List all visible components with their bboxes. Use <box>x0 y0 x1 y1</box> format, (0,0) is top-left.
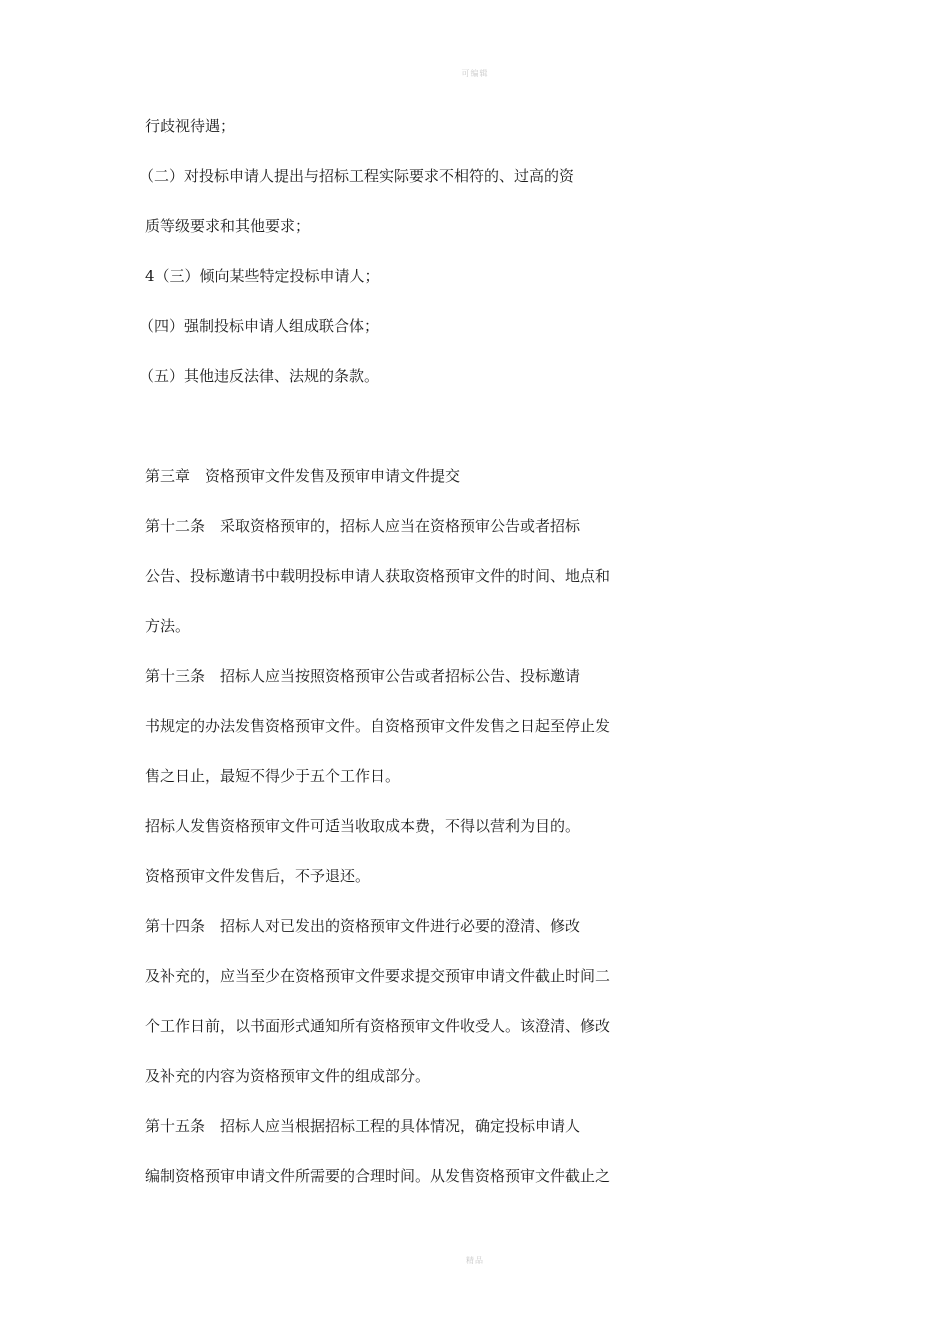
text-line: 4（三）倾向某些特定投标申请人； <box>145 267 380 285</box>
document-body <box>139 113 685 1213</box>
blank-line <box>145 413 685 463</box>
article-line: 第十四条 招标人对已发出的资格预审文件进行必要的澄清、修改 <box>145 917 581 935</box>
watermark-top: 可编辑 <box>461 69 489 78</box>
chapter-heading: 第三章 资格预审文件发售及预审申请文件提交 <box>145 467 461 485</box>
article-line: 第十五条 招标人应当根据招标工程的具体情况，确定投标申请人 <box>145 1117 581 1135</box>
text-line: 个工作日前，以书面形式通知所有资格预审文件收受人。该澄清、修改 <box>145 1017 611 1035</box>
text-line: 质等级要求和其他要求； <box>145 217 311 235</box>
text-line: （五）其他违反法律、法规的条款。 <box>139 367 380 385</box>
text-line: 资格预审文件发售后，不予退还。 <box>145 867 371 885</box>
text-line: 公告、投标邀请书中载明投标申请人获取资格预审文件的时间、地点和 <box>145 567 611 585</box>
text-line: 招标人发售资格预审文件可适当收取成本费，不得以营利为目的。 <box>145 817 581 835</box>
article-line: 第十二条 采取资格预审的，招标人应当在资格预审公告或者招标 <box>145 517 581 535</box>
text-line: 方法。 <box>145 617 191 635</box>
text-line: （四）强制投标申请人组成联合体； <box>139 317 380 335</box>
article-line: 第十三条 招标人应当按照资格预审公告或者招标公告、投标邀请 <box>145 667 581 685</box>
watermark-bottom: 精品 <box>466 1256 484 1265</box>
text-line: 售之日止，最短不得少于五个工作日。 <box>145 767 401 785</box>
text-line: 行歧视待遇； <box>145 117 236 135</box>
text-line: （二）对投标申请人提出与招标工程实际要求不相符的、过高的资 <box>139 167 575 185</box>
text-line: 及补充的内容为资格预审文件的组成部分。 <box>145 1067 431 1085</box>
text-line: 编制资格预审申请文件所需要的合理时间。从发售资格预审文件截止之 <box>145 1167 611 1185</box>
text-line: 书规定的办法发售资格预审文件。自资格预审文件发售之日起至停止发 <box>145 717 611 735</box>
text-line: 及补充的，应当至少在资格预审文件要求提交预审申请文件截止时间二 <box>145 967 611 985</box>
